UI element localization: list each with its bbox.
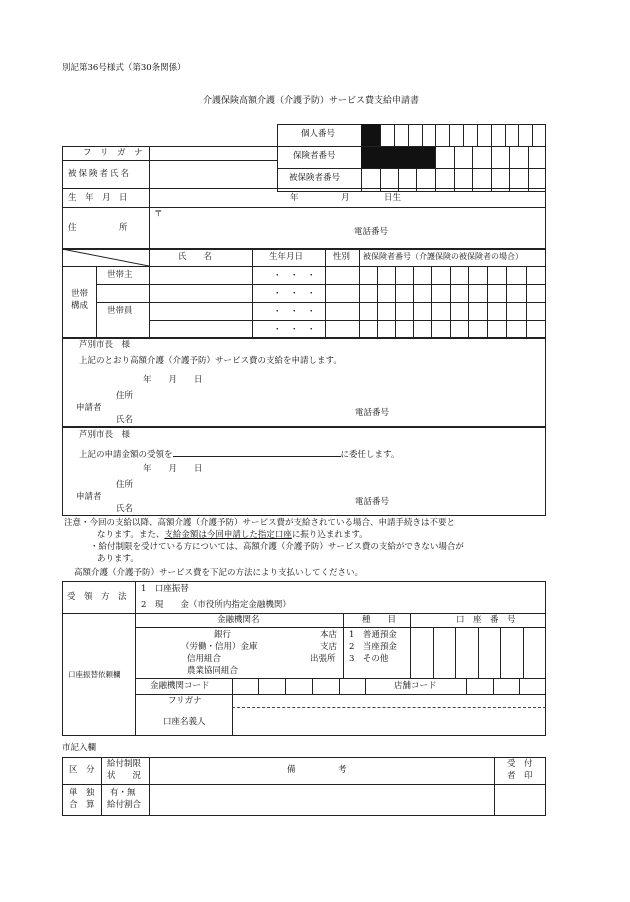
holder-furigana-label: フリガナ	[168, 696, 202, 706]
insurer-number-label: 保険者番号	[293, 151, 336, 161]
office-use-heading: 市記入欄	[62, 743, 97, 753]
delegation-address-label: 住所	[116, 480, 134, 490]
birth-year-label: 年	[290, 193, 299, 203]
branch-option-head: 本店	[320, 630, 338, 640]
account-type-2: 2 当座預金	[349, 642, 397, 652]
bank-option-agri: 農業協同組合	[187, 666, 239, 676]
delegation-phone-label: 電話番号	[355, 497, 390, 507]
birth-date-label: 生 年 月 日	[68, 193, 128, 203]
date-dots-row-2: ・ ・ ・	[273, 289, 316, 299]
payment-intro: 高額介護（介護予防）サービス費を下記の方法により支払いしてください。	[74, 568, 364, 578]
application-name-label: 氏名	[116, 415, 134, 425]
household-col-birth: 生年月日	[269, 252, 304, 262]
method-option-2: 2 現 金（市役所内指定金融機関）	[141, 600, 291, 610]
account-no-header: 口 座 番 号	[456, 615, 516, 625]
phone-label: 電話番号	[354, 227, 389, 237]
branch-option-branch: 支店	[320, 642, 338, 652]
form-title: 介護保険高額介護（介護予防）サービス費支給申請書	[203, 96, 420, 106]
form-number: 別記第36号様式（第30条関係）	[62, 63, 186, 73]
delegation-name-label: 氏名	[116, 504, 134, 514]
office-combined-label: 合 算	[69, 800, 95, 810]
household-group-label-1: 世帯	[71, 289, 89, 299]
method-label: 受 領 方 法	[67, 592, 127, 602]
office-yesno-label: 有・無	[110, 788, 136, 798]
account-holder-label: 口座名義人	[163, 717, 206, 727]
delegation-text	[79, 447, 399, 460]
household-head-label: 世帯主	[107, 270, 133, 280]
postal-mark: 〒	[154, 209, 163, 219]
method-option-1: 1 口座振替	[141, 584, 189, 594]
office-category-label: 区 分	[69, 765, 95, 775]
delegation-block	[62, 427, 546, 516]
household-member-label: 世帯員	[107, 306, 133, 316]
type-header: 種 目	[362, 615, 397, 625]
application-phone-label: 電話番号	[355, 408, 390, 418]
office-received-1: 受 付	[507, 759, 533, 769]
personal-info-block	[62, 146, 546, 249]
note-1b-underline: 支給金額は今回申請した指定口座	[164, 530, 292, 540]
note-1a: 注意・今回の支給以降、高額介護（介護予防）サービス費が支給されている場合、申請手続きは不要と	[64, 518, 456, 528]
date-dots-row-1: ・ ・ ・	[273, 271, 316, 281]
office-benefit-ratio-label: 給付割合	[107, 800, 142, 810]
birth-day-label: 日生	[384, 193, 402, 203]
note-1b-pre: なります。また、	[97, 530, 165, 540]
transfer-label: 口座振替依頼欄	[68, 670, 121, 679]
insured-number-label: 被保険者番号	[289, 173, 341, 183]
personal-number-filled-cell	[361, 124, 380, 146]
address-label: 住 所	[68, 223, 128, 233]
office-remarks-label: 備 考	[287, 765, 347, 775]
branch-option-sub: 出張所	[310, 654, 336, 664]
bank-option-bank: 銀行	[214, 630, 232, 640]
bank-option-credit-union: 信用組合	[187, 654, 222, 664]
application-address-label: 住所	[116, 391, 134, 401]
bank-option-shinkin: （労働・信用）金庫	[181, 642, 258, 652]
application-block	[62, 338, 546, 427]
office-restriction-1: 給付制限	[107, 759, 142, 769]
application-applicant-label: 申請者	[76, 403, 102, 413]
personal-number-label: 個人番号	[301, 129, 336, 139]
bank-code-label: 金融機関コード	[150, 681, 210, 691]
household-col-sex: 性別	[333, 252, 351, 262]
application-addressee: 芦別市長 様	[79, 340, 131, 350]
office-single-label: 単 独	[69, 788, 95, 798]
delegation-text-after: に委任します。	[340, 450, 400, 460]
account-type-3: 3 その他	[349, 654, 389, 664]
date-dots-row-4: ・ ・ ・	[273, 325, 316, 335]
diagonal-header-line	[62, 249, 149, 266]
birth-month-label: 月	[341, 193, 350, 203]
insured-name-label: 被保険者氏名	[68, 169, 132, 179]
household-group-label-2: 構成	[71, 301, 89, 311]
application-date: 年 月 日	[143, 375, 203, 385]
office-restriction-2: 状 況	[107, 771, 142, 781]
date-dots-row-3: ・ ・ ・	[273, 307, 316, 317]
account-type-1: 1 普通預金	[349, 630, 397, 640]
household-col-name: 氏 名	[178, 252, 213, 262]
delegation-text-before: 上記の申請金額の受領を	[79, 450, 173, 460]
note-2b: あります。	[97, 554, 139, 564]
delegation-date: 年 月 日	[143, 464, 203, 474]
household-col-insured-no: 被保険者番号（介護保険の被保険者の場合）	[363, 252, 523, 261]
note-1b	[97, 531, 368, 540]
delegate-name-line	[173, 447, 341, 457]
branch-code-label: 店舗コード	[394, 681, 437, 691]
note-2a: ・給付制限を受けている方については、高額介護（介護予防）サービス費の支給ができない場合が	[90, 542, 464, 552]
furigana-label: フ リ ガ ナ	[83, 148, 143, 158]
bank-name-header: 金融機関名	[217, 615, 260, 625]
delegation-applicant-label: 申請者	[76, 492, 102, 502]
note-1b-post: に振り込まれます。	[291, 530, 368, 540]
office-received-2: 者 印	[507, 771, 533, 781]
delegation-addressee: 芦別市長 様	[79, 430, 131, 440]
application-text: 上記のとおり高額介護（介護予防）サービス費の支給を申請します。	[79, 356, 342, 366]
